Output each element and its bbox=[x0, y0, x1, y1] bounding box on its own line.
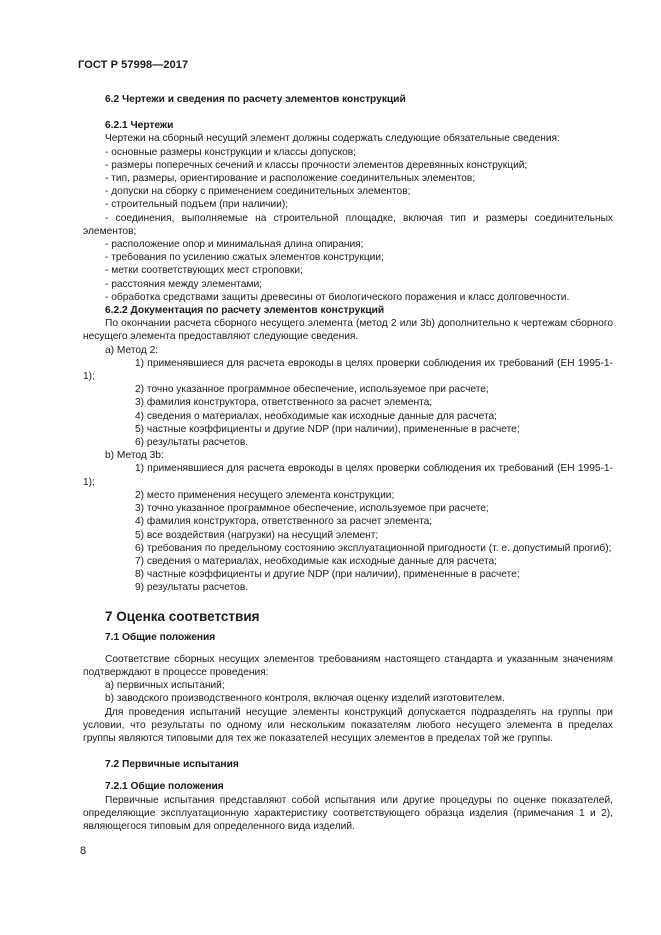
list-item: - основные размеры конструкции и классы допусков; bbox=[105, 146, 357, 158]
list-item: - расстояния между элементами; bbox=[105, 278, 263, 290]
section-6-2-2-title: 6.2.2 Документация по расчету элементов конструкций bbox=[105, 305, 385, 317]
section-7-1-paragraph-2: Для проведения испытаний несущие элементы конструкций допускается подразделять на группы при условии, что результаты по одному или нескольким показателям любого несущего элемента в пределах группы являются типовыми для тех же показателей несущих элементов в пределах той же группы. bbox=[83, 706, 613, 744]
list-item: - расположение опор и минимальная длина опирания; bbox=[105, 239, 364, 251]
list-item: 5) частные коэффициенты и другие NDP (при наличии), примененные в расчете; bbox=[135, 423, 520, 435]
method-3b-label: b) Метод 3b: bbox=[105, 450, 164, 462]
section-7-2-1-title: 7.2.1 Общие положения bbox=[105, 781, 224, 793]
list-item: 7) сведения о материалах, необходимые как исходные данные для расчета; bbox=[135, 555, 498, 567]
section-7-2-title: 7.2 Первичные испытания bbox=[105, 759, 239, 771]
section-7-1-paragraph: Соответствие сборных несущих элементов требованиям настоящего стандарта и указанным значениям подтверждают в процессе проведения: bbox=[83, 653, 613, 678]
list-item: - соединения, выполняемые на строительной площадке, включая тип и размеры соединительных элементов; bbox=[83, 212, 613, 237]
section-7-title: 7 Оценка соответствия bbox=[105, 608, 260, 624]
section-6-2-1-title: 6.2.1 Чертежи bbox=[105, 120, 174, 132]
section-7-2-1-paragraph: Первичные испытания представляют собой испытания или другие процедуры по оценке показателей, определяющие эксплуатационную характеристику соответствующего образца изделия (примечания 1 и 2), являющегося типовым для определенного вида изделий. bbox=[83, 794, 613, 832]
list-item: 6) требования по предельному состоянию эксплуатационной пригодности (т. е. допустимый прогиб); bbox=[135, 542, 612, 554]
list-item: 4) фамилия конструктора, ответственного за расчет элемента; bbox=[135, 516, 433, 528]
list-item: - метки соответствующих мест строповки; bbox=[105, 265, 303, 277]
list-item: 1) применявшиеся для расчета еврокоды в целях проверки соблюдения их требований (ЕН 1995-1-1); bbox=[83, 463, 613, 488]
list-item: 3) фамилия конструктора, ответственного за расчет элемента; bbox=[135, 397, 433, 409]
page-number: 8 bbox=[80, 845, 87, 857]
section-7-1-title: 7.1 Общие положения bbox=[105, 631, 216, 643]
list-item: - обработка средствами защиты древесины от биологического поражения и класс долговечности. bbox=[105, 291, 570, 303]
section-6-2-1-intro: Чертежи на сборный несущий элемент должны содержать следующие обязательные сведения: bbox=[105, 133, 560, 145]
list-item: 9) результаты расчетов. bbox=[135, 582, 249, 594]
list-item: 4) сведения о материалах, необходимые как исходные данные для расчета; bbox=[135, 410, 498, 422]
list-item: - тип, размеры, ориентирование и расположение соединительных элементов; bbox=[105, 173, 476, 185]
list-item: 8) частные коэффициенты и другие NDP (при наличии), примененные в расчете; bbox=[135, 569, 520, 581]
section-6-2-title: 6.2 Чертежи и сведения по расчету элементов конструкций bbox=[105, 94, 406, 105]
list-item: - строительный подъем (при наличии); bbox=[105, 199, 289, 211]
document-body bbox=[83, 93, 613, 833]
list-item: - допуски на сборку с применением соединительных элементов; bbox=[105, 186, 411, 198]
list-item: b) заводского производственного контроля, включая оценку изделий изготовителем. bbox=[105, 693, 505, 705]
list-item: 6) результаты расчетов. bbox=[135, 437, 249, 449]
list-item: a) первичных испытаний; bbox=[105, 680, 225, 692]
list-item: 2) точно указанное программное обеспечение, используемое при расчете; bbox=[135, 384, 489, 396]
document-header: ГОСТ Р 57998—2017 bbox=[78, 59, 189, 71]
section-6-2-2-text: По окончании расчета сборного несущего элемента (метод 2 или 3b) дополнительно к чертежам сборного несущего элемента предоставляют следующие сведения. bbox=[83, 318, 613, 343]
list-item: 5) все воздействия (нагрузки) на несущий элемент; bbox=[135, 529, 379, 541]
list-item: - размеры поперечных сечений и классы прочности элементов деревянных конструкций; bbox=[105, 159, 528, 171]
method-2-label: a) Метод 2: bbox=[105, 344, 159, 356]
list-item: 3) точно указанное программное обеспечение, используемое при расчете; bbox=[135, 503, 489, 515]
list-item: 2) место применения несущего элемента конструкции; bbox=[135, 489, 395, 501]
list-item: 1) применявшиеся для расчета еврокоды в целях проверки соблюдения их требований (ЕН 1995-1-1); bbox=[83, 357, 613, 383]
list-item: - требования по усилению сжатых элементов конструкции; bbox=[105, 252, 384, 264]
